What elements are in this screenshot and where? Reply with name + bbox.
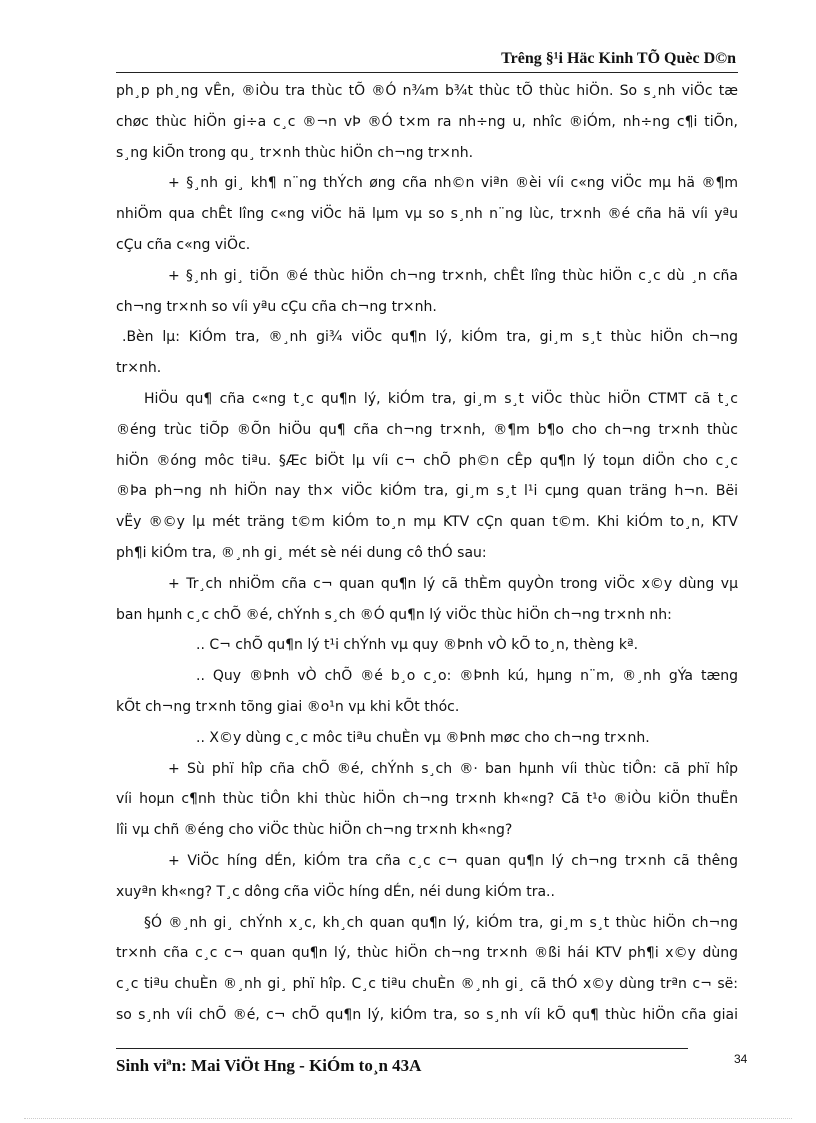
text-line: .Bèn lµ: KiÓm tra, ®¸nh gi¾ viÖc qu¶n lý, kiÓm tra, gi¸m s¸t thùc hiÖn ch¬ng	[122, 329, 738, 346]
text-line: ban hµnh c¸c chÕ ®é, chÝnh s¸ch ®Ó qu¶n lý viÖc thùc hiÖn ch¬ng tr×nh nh:	[116, 606, 672, 623]
page-number: 34	[734, 1052, 748, 1066]
header-rule	[116, 72, 738, 73]
text-line: hiÖn ®óng môc tiªu. §Æc biÖt lµ víi c¬ chÕ ph©n cÊp qu¶n lý toµn diÖn cho c¸c	[116, 452, 738, 469]
footer-author: Sinh viªn: Mai ViÖt Hng - KiÓm to¸n 43A	[116, 1056, 422, 1075]
text-line: §Ó ®¸nh gi¸ chÝnh x¸c, kh¸ch quan qu¶n lý, kiÓm tra, gi¸m s¸t thùc hiÖn ch¬ng	[144, 914, 738, 931]
header-title: Trêng §¹i Häc Kinh TÕ Quèc D©n	[501, 50, 736, 67]
text-line: tr×nh.	[116, 360, 162, 377]
text-line: tr×nh cña c¸c c¬ quan qu¶n lý, thùc hiÖn ch¬ng tr×nh ®ßi hái KTV ph¶i x©y dùng	[116, 945, 738, 962]
text-line: vËy ®©y lµ mét träng t©m kiÓm to¸n mµ KTV cÇn quan t©m. Khi kiÓm to¸n, KTV	[116, 514, 738, 531]
footer-rule	[116, 1048, 688, 1049]
text-line: + ViÖc híng dÉn, kiÓm tra cña c¸c c¬ quan qu¶n lý ch¬ng tr×nh cã thêng	[168, 852, 738, 869]
text-line: .. Quy ®Þnh vÒ chÕ ®é b¸o c¸o: ®Þnh kú, hµng n¨m, ®¸nh gÝa tæng	[196, 668, 738, 685]
page-bottom-border	[24, 1118, 792, 1119]
text-line: + §¸nh gi¸ kh¶ n¨ng thÝch øng cña nh©n viªn ®èi víi c«ng viÖc mµ hä ®¶m	[168, 175, 738, 192]
text-line: chøc thùc hiÖn gi÷a c¸c ®¬n vÞ ®Ó t×m ra nh÷ng u, nhîc ®iÓm, nh÷ng c¶i tiÕn,	[116, 113, 738, 130]
text-line: ®éng trùc tiÕp ®Õn hiÖu qu¶ cña ch¬ng tr×nh, ®¶m b¶o cho ch¬ng tr×nh thùc	[116, 421, 738, 438]
text-line: s¸ng kiÕn trong qu¸ tr×nh thùc hiÖn ch¬ng tr×nh.	[116, 144, 474, 161]
text-line: lîi vµ chñ ®éng cho viÖc thùc hiÖn ch¬ng tr×nh kh«ng?	[116, 822, 513, 839]
text-line: ph¸p ph¸ng vÊn, ®iÒu tra thùc tÕ ®Ó n¾m b¾t thùc tÕ thùc hiÖn. So s¸nh viÖc tæ	[116, 83, 738, 99]
text-line: + Sù phï hîp cña chÕ ®é, chÝnh s¸ch ®· ban hµnh víi thùc tiÔn: cã phï hîp	[168, 760, 738, 777]
text-line: ®Þa ph¬ng nh hiÖn nay th× viÖc kiÓm tra, gi¸m s¸t l¹i cµng quan träng h¬n. Bëi	[116, 483, 738, 500]
text-line: HiÖu qu¶ cña c«ng t¸c qu¶n lý, kiÓm tra, gi¸m s¸t viÖc thùc hiÖn CTMT cã t¸c	[144, 390, 738, 407]
text-line: kÕt ch¬ng tr×nh tõng giai ®o¹n vµ khi kÕt thóc.	[116, 698, 460, 715]
text-line: .. X©y dùng c¸c môc tiªu chuÈn vµ ®Þnh møc cho ch¬ng tr×nh.	[196, 729, 650, 746]
text-line: .. C¬ chÕ qu¶n lý t¹i chÝnh vµ quy ®Þnh vÒ kÕ to¸n, thèng kª.	[196, 637, 639, 654]
text-line: ch¬ng tr×nh so víi yªu cÇu cña ch¬ng tr×nh.	[116, 298, 437, 315]
text-line: nhiÖm qua chÊt lîng c«ng viÖc hä lµm vµ so s¸nh n¨ng lùc, tr×nh ®é cña hä víi yªu	[116, 206, 738, 223]
text-line: cÇu cña c«ng viÖc.	[116, 236, 251, 253]
text-line: so s¸nh víi chÕ ®é, c¬ chÕ qu¶n lý, kiÓm tra, so s¸nh víi kÕ qu¶ thùc hiÖn cña giai	[116, 1006, 738, 1023]
text-line: + Tr¸ch nhiÖm cña c¬ quan qu¶n lý cã thÈm quyÒn trong viÖc x©y dùng vµ	[168, 575, 738, 592]
text-line: ph¶i kiÓm tra, ®¸nh gi¸ mét sè néi dung cô thÓ sau:	[116, 544, 487, 561]
text-line: + §¸nh gi¸ tiÕn ®é thùc hiÖn ch¬ng tr×nh, chÊt lîng thùc hiÖn c¸c dù ¸n cña	[168, 267, 738, 284]
text-line: c¸c tiªu chuÈn ®¸nh gi¸ phï hîp. C¸c tiªu chuÈn ®¸nh gi¸ cã thÓ x©y dùng trªn c¬ së:	[116, 976, 738, 993]
text-line: víi hoµn c¶nh thùc tiÔn khi thùc hiÖn ch¬ng tr×nh kh«ng? Cã t¹o ®iÒu kiÖn thuËn	[116, 791, 738, 808]
body-text	[116, 76, 738, 1031]
text-line: xuyªn kh«ng? T¸c dông cña viÖc híng dÉn, néi dung kiÓm tra..	[116, 883, 555, 900]
